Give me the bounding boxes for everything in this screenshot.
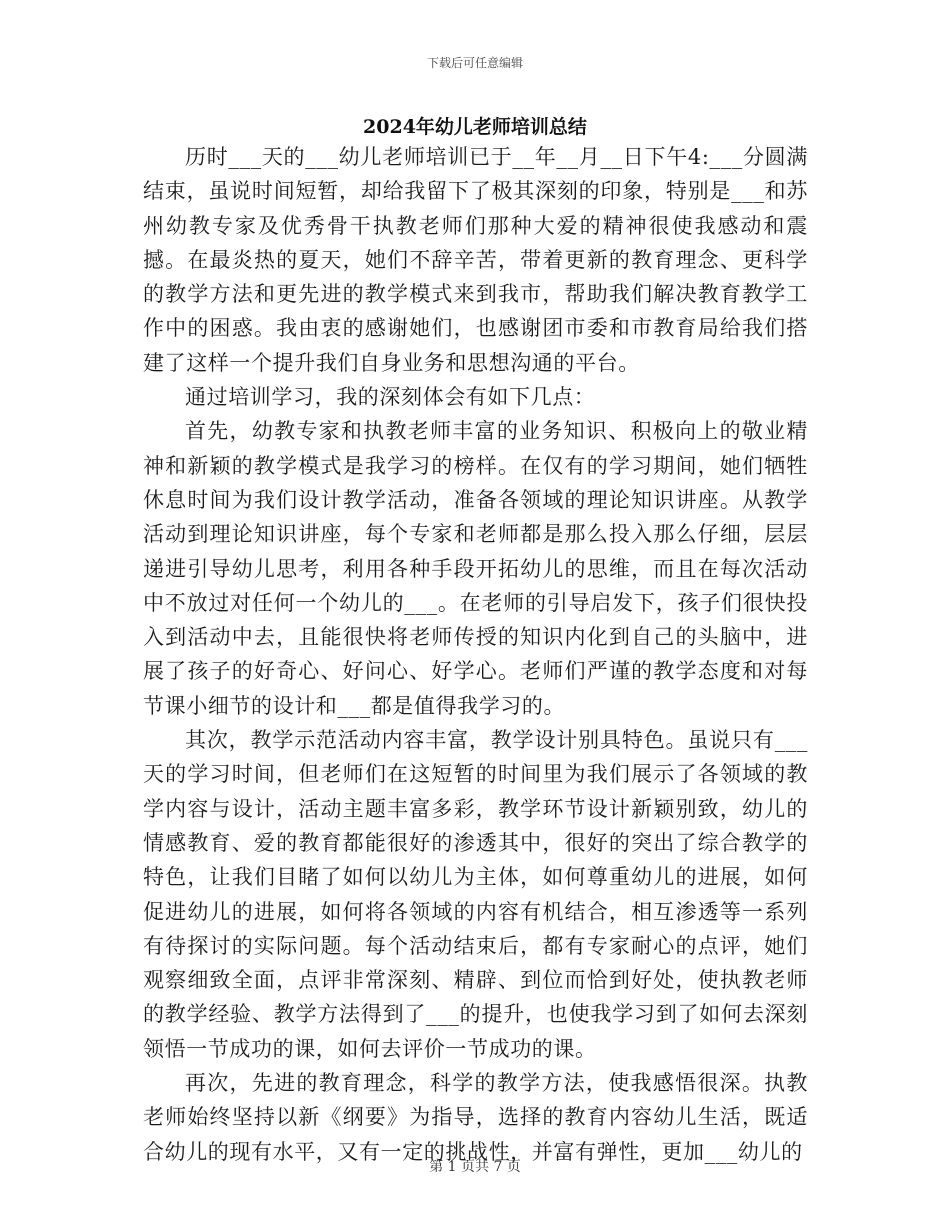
paragraph-third-point: 再次，先进的教育理念，科学的教学方法，使我感悟很深。执教老师始终坚持以新《纲要》为指导，选择的教育内容幼儿生活，既适合幼儿的现有水平，又有一定的挑战性，并富有弹性，更加___幼儿的 <box>143 1071 808 1164</box>
header-note: 下载后可任意编辑 <box>426 56 523 70</box>
paragraph-summary-lead: 通过培训学习，我的深刻体会有如下几点： <box>185 385 596 410</box>
paragraph-intro: 历时___天的___幼儿老师培训已于__年__月__日下午4:___分圆满结束，虽说时间短暂，却给我留下了极其深刻的印象，特别是___和苏州幼教专家及优秀骨干执教老师们那种大爱的精神很使我感动和震撼。在最炎热的夏天，她们不辞辛苦，带着更新的教育理念、更科学的教学方法和更先进的教学模式来到我市，帮助我们解决教育教学工作中的困惑。我由衷的感谢她们，也感谢团市委和市教育局给我们搭建了这样一个提升我们自身业务和思想沟通的平台。 <box>143 145 808 375</box>
document-body <box>143 140 808 1169</box>
paragraph-second-point: 其次，教学示范活动内容丰富，教学设计别具特色。虽说只有___天的学习时间，但老师们在这短暂的时间里为我们展示了各领域的教学内容与设计，活动主题丰富多彩，教学环节设计新颖别致，幼儿的情感教育、爱的教育都能很好的渗透其中，很好的突出了综合教学的特色，让我们目睹了如何以幼儿为主体，如何尊重幼儿的进展，如何促进幼儿的进展，如何将各领域的内容有机结合，相互渗透等一系列有待探讨的实际问题。每个活动结束后，都有专家耐心的点评，她们观察细致全面，点评非常深刻、精辟、到位而恰到好处，使执教老师的教学经验、教学方法得到了___的提升，也使我学习到了如何去深刻领悟一节成功的课，如何去评价一节成功的课。 <box>143 728 808 1061</box>
page-footer: 第 1 页共 7 页 <box>429 1159 521 1175</box>
document-title: 2024年幼儿老师培训总结 <box>363 116 587 138</box>
paragraph-first-point: 首先，幼教专家和执教老师丰富的业务知识、积极向上的敬业精神和新颖的教学模式是我学习的榜样。在仅有的学习期间，她们牺牲休息时间为我们设计教学活动，准备各领域的理论知识讲座。从教学活动到理论知识讲座，每个专家和老师都是那么投入那么仔细，层层递进引导幼儿思考，利用各种手段开拓幼儿的思维，而且在每次活动中不放过对任何一个幼儿的___。在老师的引导启发下，孩子们很快投入到活动中去，且能很快将老师传授的知识内化到自己的头脑中，进展了孩子的好奇心、好问心、好学心。老师们严谨的教学态度和对每节课小细节的设计和___都是值得我学习的。 <box>143 419 808 718</box>
